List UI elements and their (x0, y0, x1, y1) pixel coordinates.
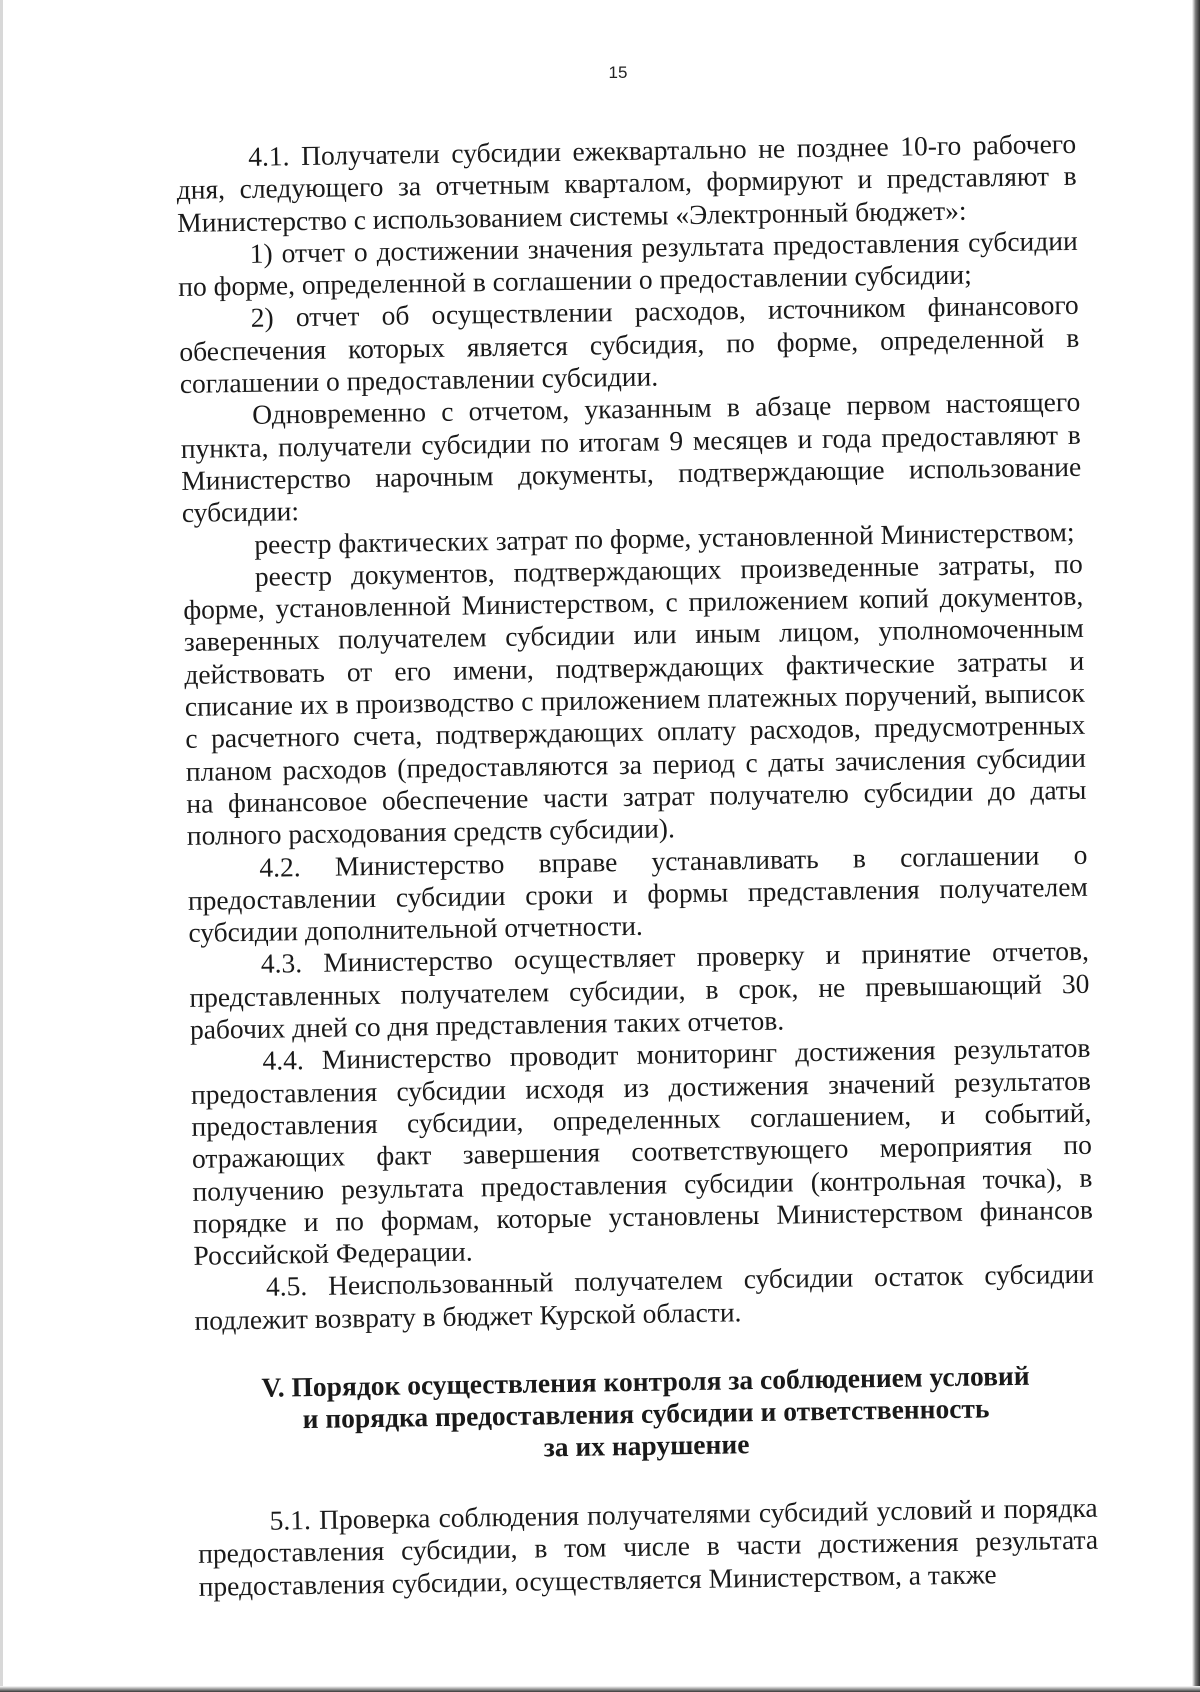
page-number: 15 (608, 63, 628, 82)
paragraph-4-1-item-1: 1) отчет о достижении значения результата предоставления субсидии по форме, определенной в соглашении о предоставлении субсидии; (178, 224, 1078, 303)
paragraph-simultaneously: Одновременно с отчетом, указанным в абзаце первом настоящего пункта, получатели субсидии по итогам 9 месяцев и года предоставляют в Министерство нарочным документы, подтверждающие использование субсидии: (180, 386, 1082, 529)
paragraph-4-1: 4.1. Получатели субсидии ежеквартально не позднее 10-го рабочего дня, следующего за отчетным кварталом, формируют и представляют в Министерство с использованием системы «Электронный бюджет»: (176, 127, 1077, 238)
scan-edge-bottom (0, 1686, 1200, 1692)
paragraph-document-register: реестр документов, подтверждающих произведенные затраты, по форме, установленной Министерством, с приложением копий документов, заверенных получателем субсидии или иным лицом, уполномоченным действовать от его имени, подтверждающих фактические затраты и списание их в производство с приложением платежных поручений, выписок с расчетного счета, подтверждающих оплату расходов, предусмотренных планом расходов (предоставляются за период с даты зачисления субсидии на финансовое обеспечение части затрат получателю субсидии до даты полного расходования средств субсидии). (183, 547, 1087, 852)
section-5-heading-line-3: за их нарушение (543, 1428, 750, 1463)
paragraph-4-1-item-2: 2) отчет об осуществлении расходов, источником финансового обеспечения которых является субсидия, по форме, определенной в соглашении о предоставлении субсидии. (179, 289, 1080, 400)
paragraph-4-5: 4.5. Неиспользованный получателем субсидии остаток субсидии подлежит возврату в бюджет Курской области. (194, 1258, 1095, 1336)
paragraph-cost-register: реестр фактических затрат по форме, установленной Министерством; (254, 515, 1075, 560)
paragraph-4-2: 4.2. Министерство вправе устанавливать в соглашении о предоставлении субсидии сроки и формы представления получателем субсидии дополнительной отчетности. (187, 838, 1089, 949)
paragraph-4-4: 4.4. Министерство проводит мониторинг достижения результатов предоставления субсидии исходя из достижения значений результатов предоставления субсидии, определенных соглашением, и событий, отражающих факт завершения соответствующего мероприятия по получению результата предоставления субсидии (контрольная точка), в порядке и по формам, которые установлены Министерством финансов Российской Федерации. (190, 1032, 1094, 1271)
paragraph-5-1: 5.1. Проверка соблюдения получателями субсидий условий и порядка предоставления субсидии, в том числе в части достижения результата предоставления субсидии, осуществляется Министерством, а также (197, 1491, 1099, 1602)
scan-edge-left (0, 0, 3, 1692)
paragraph-4-3: 4.3. Министерство осуществляет проверку и принятие отчетов, представленных получателем субсидии, в срок, не превышающий 30 рабочих дней со дня представления таких отчетов. (189, 935, 1090, 1045)
document-body (176, 128, 1099, 1603)
scan-edge-right (1192, 0, 1200, 1692)
section-5-heading-line-2: и порядка предоставления субсидии и ответственность (302, 1392, 990, 1435)
section-5-heading (195, 1359, 1096, 1469)
section-5-heading-line-1: V. Порядок осуществления контроля за соблюдением условий (261, 1359, 1030, 1403)
